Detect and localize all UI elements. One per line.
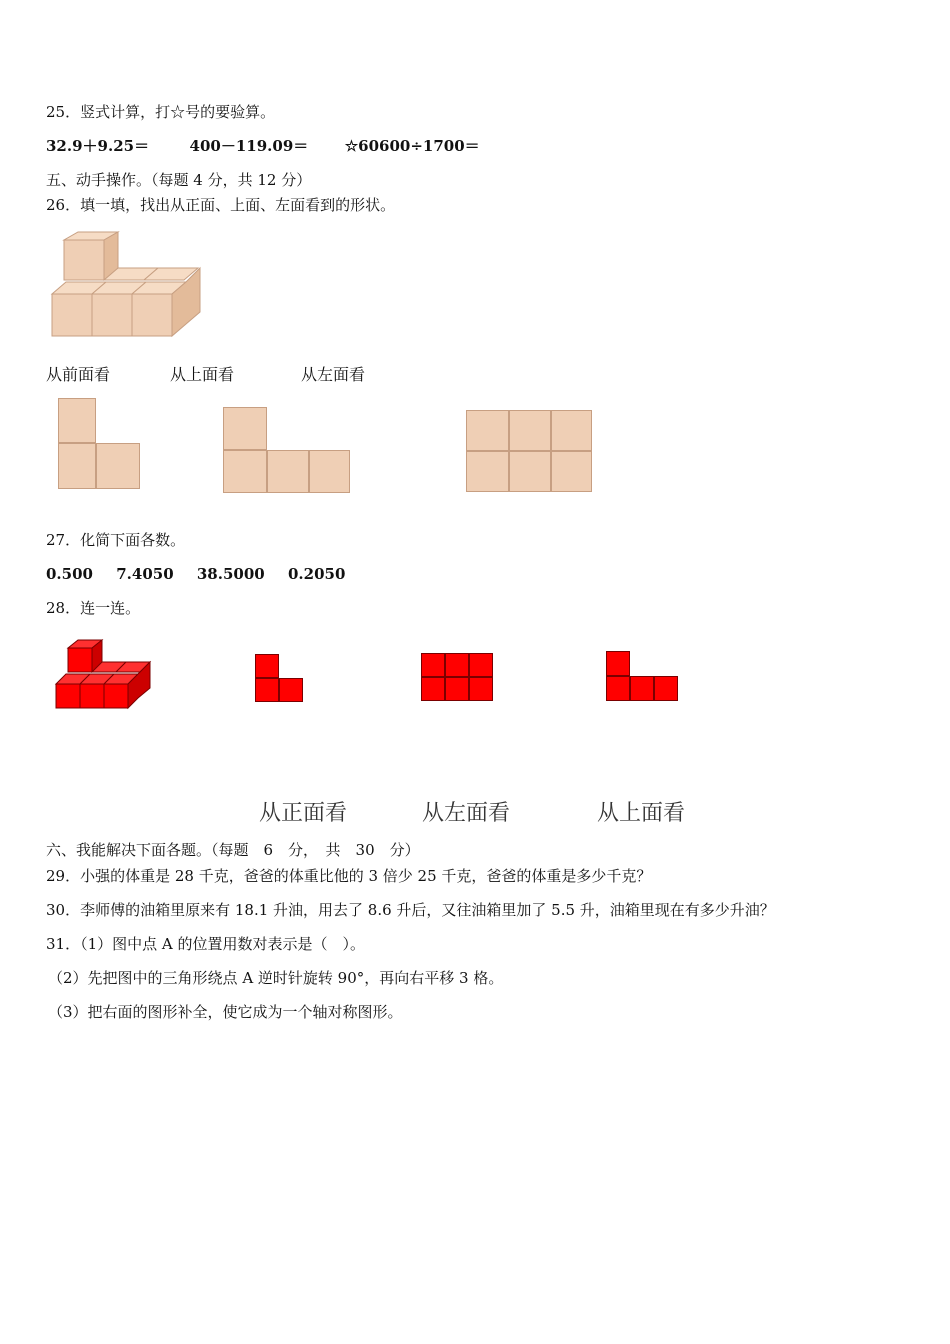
q26-cube-figure	[48, 228, 208, 340]
q31-part-3: （3）把右面的图形补全，使它成为一个轴对称图形。	[48, 1003, 403, 1021]
q26-view-shape-1	[58, 398, 142, 490]
q25-expr-3: ☆60600÷1700＝	[344, 137, 480, 155]
q29-text: 29．小强的体重是 28 千克，爸爸的体重比他的 3 倍少 25 千克，爸爸的体重是多少千克？	[46, 867, 652, 885]
q26-label-left: 从左面看	[301, 365, 366, 384]
q27-number-2: 7.4050	[116, 565, 174, 583]
q28-title: 28．连一连。	[46, 599, 141, 617]
q27-number-1: 0.500	[46, 565, 93, 583]
q28-red-cube-figure	[52, 638, 152, 714]
q28-label-left: 从左面看	[422, 801, 511, 826]
q26-label-front: 从前面看	[46, 365, 111, 384]
q30-text: 30．李师傅的油箱里原来有 18.1 升油，用去了 8.6 升后，又往油箱里加了 5.5 升，油箱里现在有多少升油？	[46, 901, 775, 919]
q25-title: 25．竖式计算，打☆号的要验算。	[46, 103, 276, 121]
q28-label-top: 从上面看	[597, 801, 686, 826]
q27-number-3: 38.5000	[196, 565, 265, 583]
q26-title: 26．填一填，找出从正面、上面、左面看到的形状。	[46, 196, 396, 214]
q31-part-1: 31．（1）图中点 A 的位置用数对表示是（ ）。	[46, 935, 366, 953]
q26-view-shape-2	[223, 407, 353, 495]
section-6-heading: 六、我能解决下面各题。（每题 6 分， 共 30 分）	[46, 841, 420, 859]
section-5-heading: 五、动手操作。（每题 4 分，共 12 分）	[46, 171, 312, 189]
q26-label-top: 从上面看	[170, 365, 235, 384]
q28-shape-l	[255, 654, 307, 704]
q28-label-front: 从正面看	[259, 801, 348, 826]
q27-title: 27．化简下面各数。	[46, 531, 186, 549]
q25-expressions	[46, 136, 480, 156]
q28-shape-long-l	[606, 651, 682, 703]
q28-shape-rect	[421, 653, 495, 703]
q27-number-4: 0.2050	[287, 565, 346, 583]
q25-expr-2: 400－119.09＝	[189, 137, 309, 155]
q26-view-shape-3	[466, 410, 594, 494]
q25-expr-1: 32.9＋9.25＝	[46, 137, 150, 155]
q27-numbers	[46, 564, 363, 584]
q31-part-2: （2）先把图中的三角形绕点 A 逆时针旋转 90°，再向右平移 3 格。	[48, 969, 504, 987]
